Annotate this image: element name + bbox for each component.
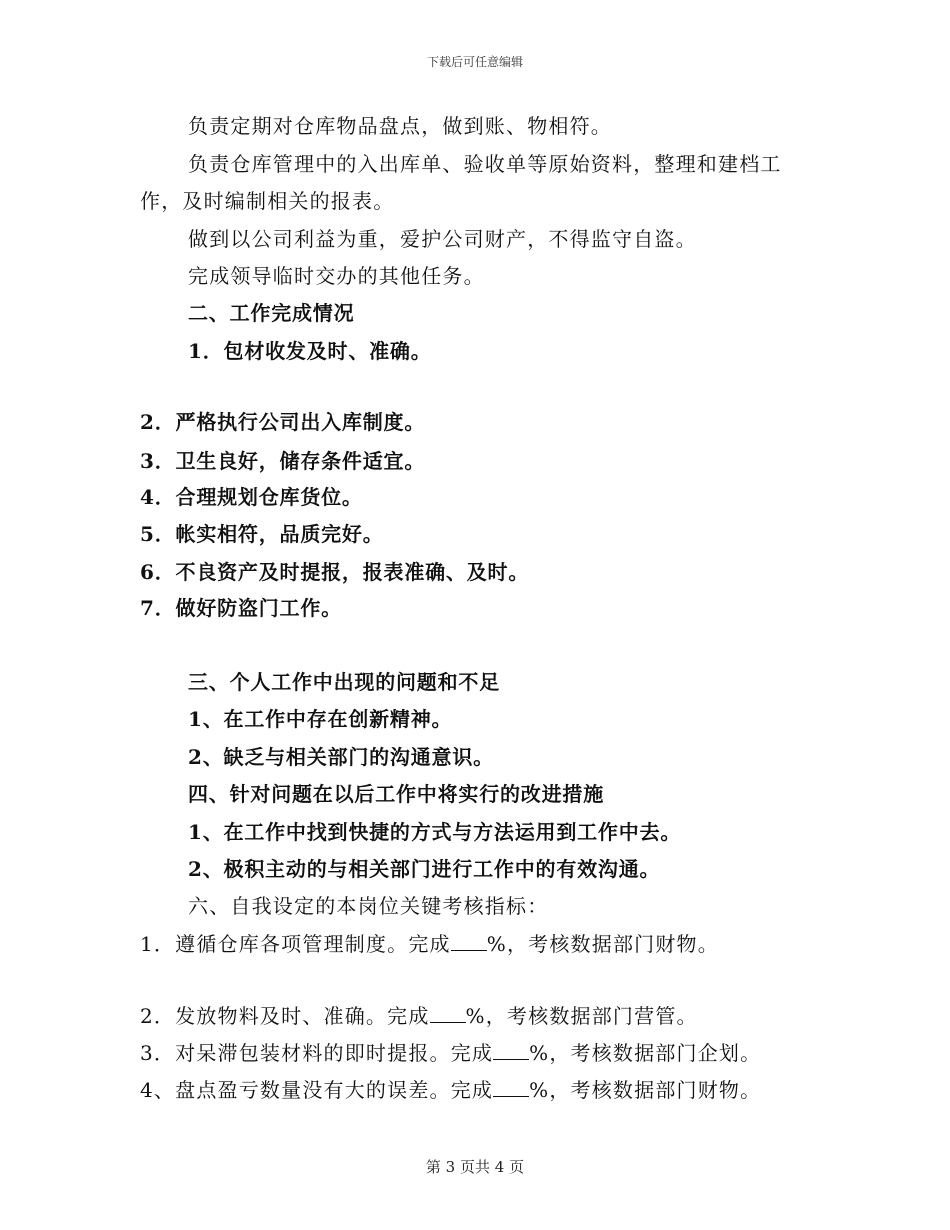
- paragraph-line: 作，及时编制相关的报表。: [140, 189, 395, 213]
- kpi-item: [140, 1004, 698, 1028]
- list-item: 5．帐实相符，品质完好。: [140, 522, 384, 546]
- kpi-text: %，考核数据部门财物。: [529, 1078, 762, 1102]
- kpi-text: %，考核数据部门财物。: [486, 932, 719, 956]
- section-heading: 四、针对问题在以后工作中将实行的改进措施: [188, 782, 604, 806]
- section-heading: 六、自我设定的本岗位关键考核指标：: [188, 894, 549, 918]
- kpi-item: [140, 1078, 761, 1102]
- paragraph-line: 负责仓库管理中的入出库单、验收单等原始资料，整理和建档工: [188, 152, 782, 176]
- list-item: 3．卫生良好，储存条件适宜。: [140, 449, 426, 473]
- kpi-text: 3．对呆滞包装材料的即时提报。完成: [140, 1041, 494, 1065]
- fill-blank: [493, 1043, 529, 1060]
- fill-blank: [451, 934, 487, 951]
- section-heading: 三、个人工作中出现的问题和不足: [188, 670, 500, 694]
- list-item: 2．严格执行公司出入库制度。: [140, 410, 426, 434]
- page-header: 下载后可任意编辑: [426, 55, 523, 69]
- fill-blank: [430, 1006, 466, 1023]
- fill-blank: [493, 1080, 529, 1097]
- list-item: 1．包材收发及时、准确。: [188, 339, 432, 363]
- list-item: 1、在工作中找到快捷的方式与方法运用到工作中去。: [188, 820, 682, 844]
- list-item: 7．做好防盗门工作。: [140, 596, 342, 620]
- kpi-text: 4、盘点盈亏数量没有大的误差。完成: [140, 1078, 494, 1102]
- section-heading: 二、工作完成情况: [188, 301, 355, 325]
- list-item: 2、缺乏与相关部门的沟通意识。: [188, 745, 494, 769]
- paragraph-line: 完成领导临时交办的其他任务。: [188, 264, 485, 288]
- list-item: 4．合理规划仓库货位。: [140, 485, 363, 509]
- kpi-item: [140, 1041, 761, 1065]
- kpi-text: %，考核数据部门营管。: [465, 1004, 698, 1028]
- list-item: 2、极积主动的与相关部门进行工作中的有效沟通。: [188, 857, 661, 881]
- paragraph-line: 做到以公司利益为重，爱护公司财产，不得监守自盗。: [188, 227, 697, 251]
- kpi-item: [140, 932, 719, 956]
- kpi-text: 2．发放物料及时、准确。完成: [140, 1004, 430, 1028]
- list-item: 6．不良资产及时提报，报表准确、及时。: [140, 560, 530, 584]
- kpi-text: 1．遵循仓库各项管理制度。完成: [140, 932, 451, 956]
- page-footer: 第 3 页共 4 页: [425, 1158, 525, 1176]
- list-item: 1、在工作中存在创新精神。: [188, 707, 453, 731]
- kpi-text: %，考核数据部门企划。: [529, 1041, 762, 1065]
- paragraph-line: 负责定期对仓库物品盘点，做到账、物相符。: [188, 114, 612, 138]
